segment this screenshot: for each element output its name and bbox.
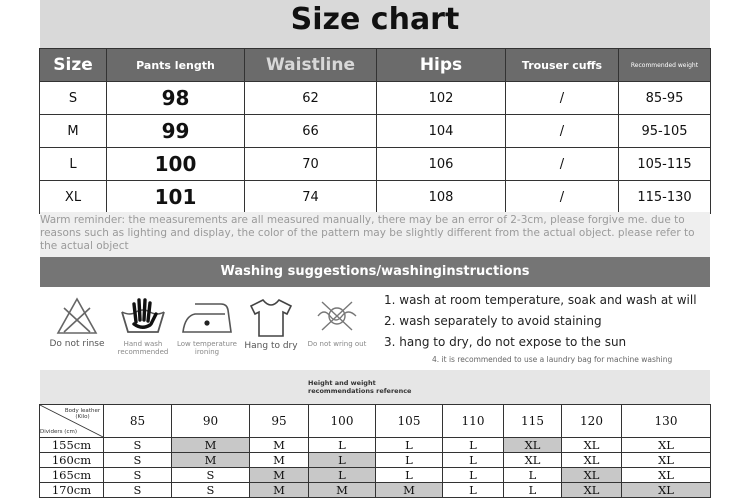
hw-cell: M [309, 483, 376, 498]
hw-cell: L [376, 453, 443, 468]
care-item-hang-dry [240, 296, 302, 350]
hw-cell: L [309, 468, 376, 483]
corner-height-label: Dividers (cm) [40, 429, 77, 435]
hw-cell: XL [622, 438, 711, 453]
hw-cell: L [309, 453, 376, 468]
low-temp-iron-icon [181, 296, 233, 336]
cell-pants-length: 101 [107, 181, 245, 214]
cell-hips: 108 [377, 181, 506, 214]
size-table [39, 48, 711, 214]
hw-weight-header: 90 [172, 405, 250, 438]
table-row [40, 483, 711, 498]
cell-weight: 105-115 [619, 148, 711, 181]
hw-weight-header: 115 [504, 405, 562, 438]
hw-cell: L [443, 468, 504, 483]
hw-cell: L [504, 468, 562, 483]
cell-hips: 106 [377, 148, 506, 181]
hw-cell: XL [562, 438, 622, 453]
cell-waistline: 74 [245, 181, 377, 214]
hw-cell: L [309, 438, 376, 453]
cell-cuffs: / [506, 115, 619, 148]
hw-height: 155cm [40, 438, 104, 453]
cell-cuffs: / [506, 181, 619, 214]
cell-hips: 104 [377, 115, 506, 148]
cell-hips: 102 [377, 82, 506, 115]
hw-cell: M [250, 468, 309, 483]
table-row [40, 115, 711, 148]
hand-wash-icon [118, 296, 168, 336]
hw-cell: S [104, 453, 172, 468]
cell-size: M [40, 115, 107, 148]
header-trouser-cuffs: Trouser cuffs [506, 49, 619, 82]
hw-cell: S [172, 483, 250, 498]
instruction-2: 2. wash separately to avoid staining [384, 314, 602, 328]
hw-cell: XL [622, 468, 711, 483]
hw-cell: M [172, 453, 250, 468]
caption-hang-dry: Hang to dry [244, 341, 298, 351]
hw-height: 160cm [40, 453, 104, 468]
no-bleach-icon [55, 296, 99, 336]
hw-table-title: Height and weight recommendations reference [308, 379, 412, 395]
hw-cell: XL [622, 453, 711, 468]
hw-cell: XL [562, 468, 622, 483]
cell-waistline: 62 [245, 82, 377, 115]
cell-size: L [40, 148, 107, 181]
header-recommended-weight: Recommended weight [619, 49, 711, 82]
hw-header-row [40, 405, 711, 438]
header-hips: Hips [377, 49, 506, 82]
hw-cell: L [376, 468, 443, 483]
cell-pants-length: 98 [107, 82, 245, 115]
caption-low-temp-iron: Low temperature ironing [176, 340, 237, 356]
hw-cell: XL [562, 483, 622, 498]
warm-reminder: Warm reminder: the measurements are all measured manually, there may be an error of 2-3cm, please forgive me. due to reasons such as lighting and display, the color of the pattern may be slightly different from the actual object. please refer to the actual object [40, 212, 710, 260]
washing-instructions [384, 290, 710, 367]
cell-waistline: 70 [245, 148, 377, 181]
cell-cuffs: / [506, 82, 619, 115]
caption-no-wring: Do not wring out [307, 340, 367, 348]
cell-weight: 85-95 [619, 82, 711, 115]
hw-cell: S [104, 468, 172, 483]
header-pants-length: Pants length [107, 49, 245, 82]
hw-corner-cell [40, 405, 104, 438]
hw-cell: M [250, 453, 309, 468]
hw-cell: XL [562, 453, 622, 468]
hw-weight-header: 95 [250, 405, 309, 438]
cell-pants-length: 100 [107, 148, 245, 181]
hw-cell: L [443, 483, 504, 498]
care-item-hand-wash [112, 296, 174, 356]
hw-height: 165cm [40, 468, 104, 483]
cell-size: S [40, 82, 107, 115]
cell-waistline: 66 [245, 115, 377, 148]
cell-cuffs: / [506, 148, 619, 181]
hw-cell: M [376, 483, 443, 498]
table-row [40, 82, 711, 115]
hw-weight-header: 110 [443, 405, 504, 438]
hw-cell: S [104, 483, 172, 498]
hw-cell: L [443, 438, 504, 453]
cell-weight: 95-105 [619, 115, 711, 148]
hw-weight-header: 105 [376, 405, 443, 438]
instruction-1: 1. wash at room temperature, soak and wash at will [384, 293, 697, 307]
hw-cell: S [172, 468, 250, 483]
hw-cell: L [443, 453, 504, 468]
hw-weight-header: 85 [104, 405, 172, 438]
header-waistline: Waistline [245, 49, 377, 82]
hw-cell: L [504, 483, 562, 498]
table-row [40, 453, 711, 468]
header-size: Size [40, 49, 107, 82]
hw-cell: M [172, 438, 250, 453]
table-row [40, 148, 711, 181]
hang-dry-icon [245, 296, 297, 338]
washing-heading: Washing suggestions/washinginstructions [40, 257, 710, 287]
hw-cell: XL [504, 453, 562, 468]
cell-pants-length: 99 [107, 115, 245, 148]
hw-cell: S [104, 438, 172, 453]
cell-size: XL [40, 181, 107, 214]
hw-cell: M [250, 438, 309, 453]
height-weight-table [39, 404, 711, 498]
hw-height: 170cm [40, 483, 104, 498]
hw-cell: L [376, 438, 443, 453]
hw-weight-header: 100 [309, 405, 376, 438]
page-title: Size chart [290, 2, 460, 37]
care-item-low-temp-iron [176, 296, 238, 356]
hw-weight-header: 120 [562, 405, 622, 438]
table-row [40, 438, 711, 453]
no-wring-icon [314, 296, 360, 336]
care-item-no-bleach [46, 296, 108, 348]
care-item-no-wring [306, 296, 368, 348]
table-row [40, 181, 711, 214]
size-table-header [40, 49, 711, 82]
table-row [40, 468, 711, 483]
hw-cell: M [250, 483, 309, 498]
instruction-3: 3. hang to dry, do not expose to the sun [384, 335, 627, 349]
instruction-note: 4. it is recommended to use a laundry bag for machine washing [432, 355, 673, 364]
hw-cell: XL [504, 438, 562, 453]
hw-weight-header: 130 [622, 405, 711, 438]
cell-weight: 115-130 [619, 181, 711, 214]
caption-no-bleach: Do not rinse [49, 339, 105, 349]
hw-cell: XL [622, 483, 711, 498]
corner-weight-label: Body leather (Kilo) [64, 408, 101, 420]
care-icons [40, 290, 380, 366]
caption-hand-wash: Hand wash recommended [117, 340, 169, 356]
